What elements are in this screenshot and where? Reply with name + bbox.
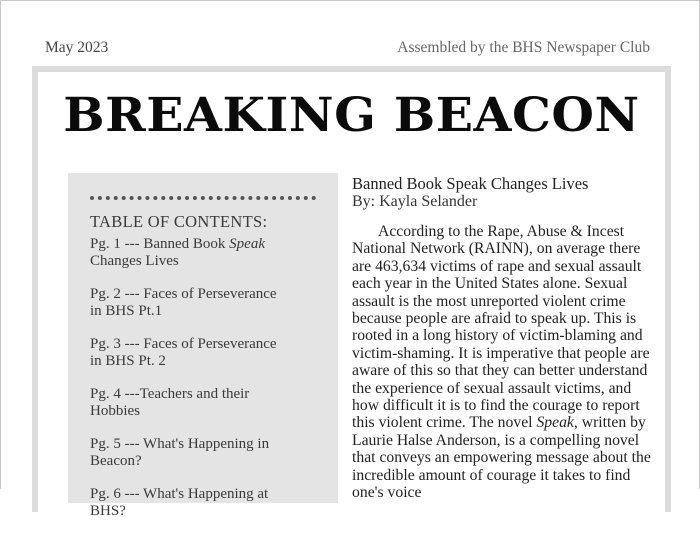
article-title: Banned Book Speak Changes Lives — [352, 174, 589, 193]
club-credit: Assembled by the BHS Newspaper Club — [397, 39, 650, 56]
toc-item: Pg. 4 ---Teachers and their Hobbies — [90, 386, 250, 419]
issue-date: May 2023 — [45, 39, 109, 56]
article-byline: By: Kayla Selander — [352, 193, 478, 210]
article — [352, 175, 652, 502]
toc-item: Pg. 1 --- Banned Book Speak Changes Lives — [90, 236, 265, 269]
article-body: According to the Rape, Abuse & Incest National Network (RAINN), on average there are 463,634 victims of rape and sexual assault each year in the United States alone. Sexual assault is the most unreported violent crime because people are afraid to speak up. This is rooted in a long history of victim-blaming and victim-shaming. It is imperative that people are aware of this so that they can better understand the experience of sexual assault victims, and how difficult it is to find the courage to report this violent crime. The novel Speak, written by Laurie Halse Anderson, is a compelling novel that conveys an empowering message about the incredible amount of courage it takes to find one's voice — [352, 223, 651, 502]
table-of-contents — [68, 173, 338, 519]
toc-title: TABLE OF CONTENTS: — [90, 212, 268, 231]
toc-item: Pg. 2 --- Faces of Perseverance in BHS Pt.1 — [90, 286, 277, 319]
toc-item: Pg. 3 --- Faces of Perseverance in BHS Pt. 2 — [90, 336, 277, 369]
toc-item: Pg. 6 --- What's Happening at BHS? — [90, 486, 269, 519]
toc-list — [90, 236, 290, 536]
masthead-title: BREAKING BEACON — [63, 88, 640, 143]
toc-dotted-rule — [90, 196, 316, 200]
toc-item: Pg. 5 --- What's Happening in Beacon? — [90, 436, 270, 469]
